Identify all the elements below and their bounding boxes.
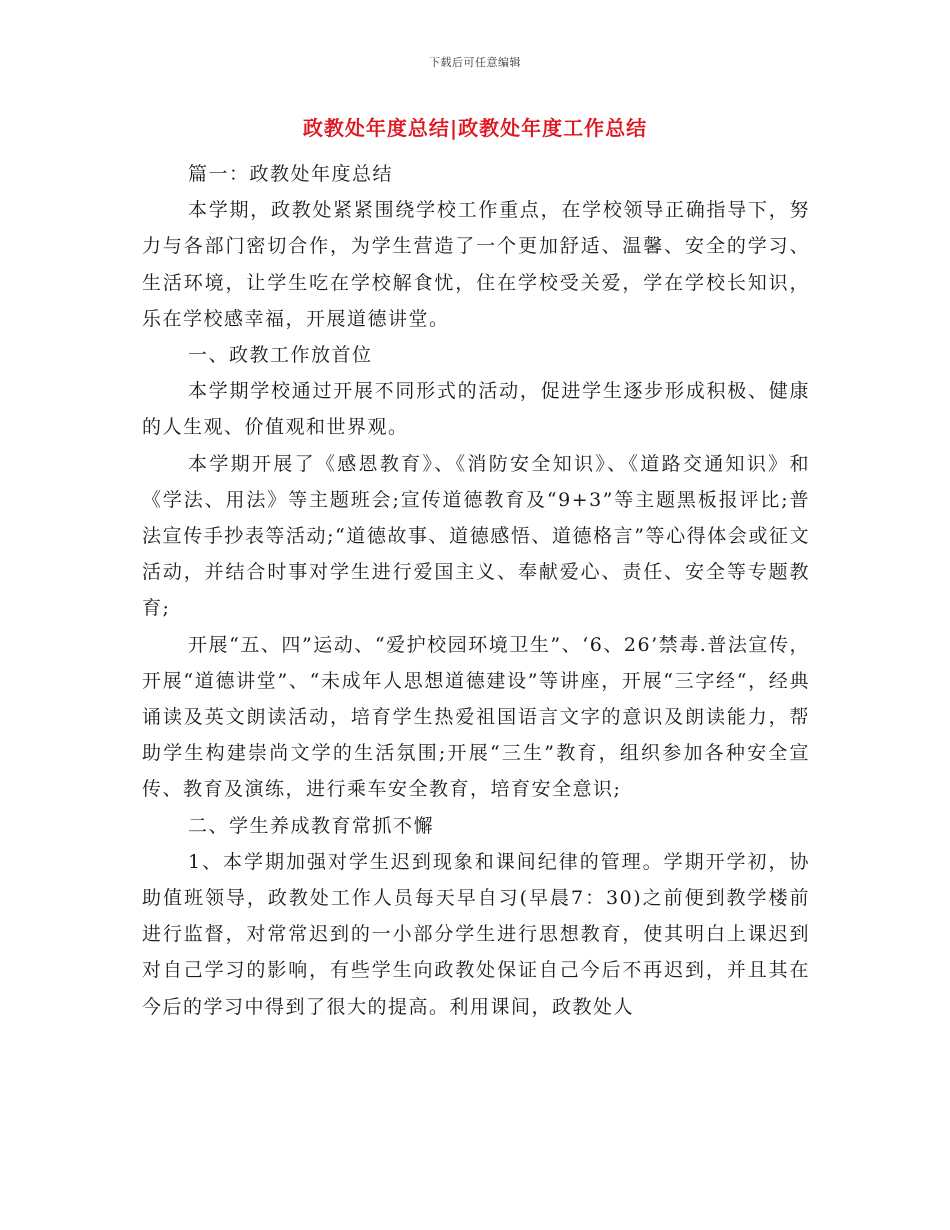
document-title: 政教处年度总结|政教处年度工作总结 (302, 116, 648, 140)
section-heading-part-one: 篇一：政教处年度总结 (188, 163, 394, 185)
paragraph-theme-meetings: 本学期开展了《感恩教育》、《消防安全知识》、《道路交通知识》和《学法、用法》等主题班会;宣传道德教育及“9+3”等主题黑板报评比;普法宣传手抄表等活动;“道德故事、道德感悟、道德格言”等心得体会或征文活动，并结合时事对学生进行爱国主义、奉献爱心、责任、安全等专题教育; (142, 452, 810, 620)
document-body (142, 156, 810, 1025)
paragraph-intro: 本学期，政教处紧紧围绕学校工作重点，在学校领导正确指导下，努力与各部门密切合作，为学生营造了一个更加舒适、温馨、安全的学习、生活环境，让学生吃在学校解食忧，住在学校受关爱，学在学校长知识，乐在学校感幸福，开展道德讲堂。 (142, 199, 810, 330)
page-header-note: 下载后可任意编辑 (429, 56, 521, 69)
section-heading-2: 二、学生养成教育常抓不懈 (188, 814, 435, 837)
section-heading-1: 一、政教工作放首位 (188, 344, 373, 367)
paragraph-attendance: 1、本学期加强对学生迟到现象和课间纪律的管理。学期开学初，协助值班领导，政教处工作人员每天早自习(早晨7：30)之前便到教学楼前进行监督，对常常迟到的一小部分学生进行思想教育，使其明白上课迟到对自己学习的影响，有些学生向政教处保证自己今后不再迟到，并且其在今后的学习中得到了很大的提高。利用课间，政教处人 (142, 850, 810, 1018)
paragraph-activities-overview: 本学期学校通过开展不同形式的活动，促进学生逐步形成积极、健康的人生观、价值观和世界观。 (142, 380, 810, 439)
paragraph-campaigns: 开展“五、四”运动、“爱护校园环境卫生”、‘6、26’禁毒.普法宣传，开展“道德讲堂”、“未成年人思想道德建设”等讲座，开展“三字经“，经典诵读及英文朗读活动，培育学生热爱祖国语言文字的意识及朗读能力，帮助学生构建崇尚文学的生活氛围;开展“三生”教育，组织参加各种安全宣传、教育及演练，进行乘车安全教育，培育安全意识; (142, 633, 810, 801)
